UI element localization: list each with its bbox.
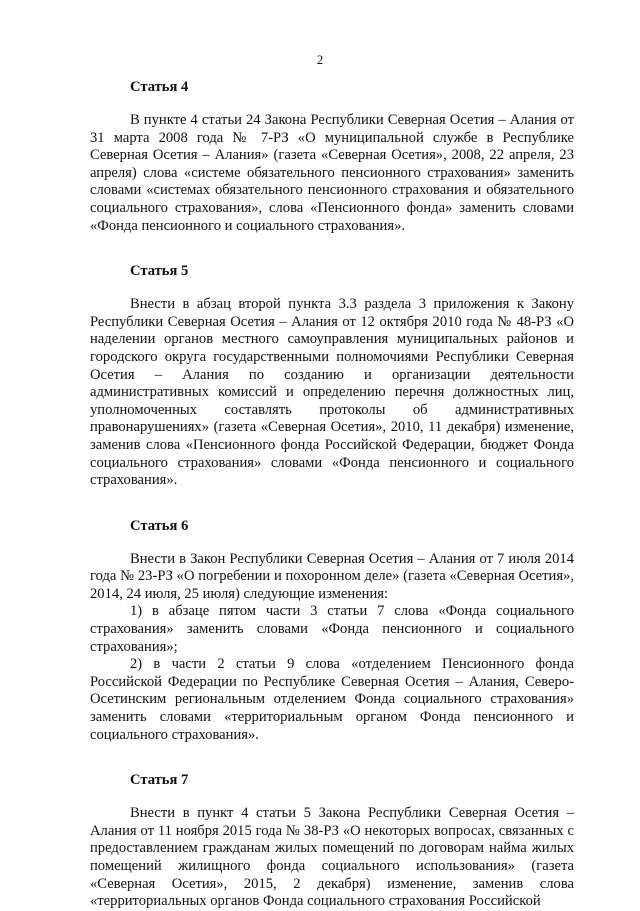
article-paragraph: В пункте 4 статьи 24 Закона Республики Северная Осетия – Алания от 31 марта 2008 года № 7-РЗ «О муниципальной службе в Республике Северная Осетия – Алания» (газета «Северная Осетия», 2008, 22 апреля, 23 апреля) слова «системе обязательного пенсионного страхования» заменить словами «системах обязательного пенсионного страхования и обязательного социального страхования», слова «Пенсионного фонда» заменить словами «Фонда пенсионного и социального страхования». <box>90 112 574 234</box>
article-5 <box>90 262 574 490</box>
article-heading: Статья 4 <box>130 79 189 95</box>
article-paragraph: Внести в Закон Республики Северная Осетия – Алания от 7 июля 2014 года № 23-РЗ «О погребении и похоронном деле» (газета «Северная Осетия», 2014, 24 июля, 25 июля) следующие изменения: <box>90 550 574 602</box>
article-paragraph: Внести в пункт 4 статьи 5 Закона Республики Северная Осетия – Алания от 11 ноября 2015 года № 38-РЗ «О некоторых вопросах, связанных с предоставлением гражданам жилых помещений по договорам найма жилых помещений жилищного фонда социального использования» (газета «Северная Осетия», 2015, 2 декабря) изменение, заменив слова «территориальных органов Фонда социального страхования Российской <box>90 805 574 910</box>
article-paragraph: Внести в абзац второй пункта 3.3 раздела 3 приложения к Закону Республики Северная Осетия – Алания от 12 октября 2010 года № 48-РЗ «О наделении органов местного самоуправления муниципальных районов и городского округа государственными полномочиями Республики Северная Осетия – Алания по созданию и организации деятельности административных комиссий и определению перечня должностных лиц, уполномоченных составлять протоколы об административных правонарушениях» (газета «Северная Осетия», 2010, 11 декабря) изменение, заменив слова «Пенсионного фонда Российской Федерации, бюджет Фонда социального страхования» словами «Фонда пенсионного и социального страхования». <box>90 296 574 489</box>
article-paragraph: 1) в абзаце пятом части 3 статьи 7 слова «Фонда социального страхования» заменить словами «Фонда пенсионного и социального страхования»; <box>90 603 574 655</box>
article-heading: Статья 6 <box>130 517 189 534</box>
document-body <box>90 78 574 911</box>
article-7 <box>90 771 574 911</box>
article-paragraph: 2) в части 2 статьи 9 слова «отделением Пенсионного фонда Российской Федерации по Республике Северная Осетия – Алания, Северо-Осетинским региональным отделением Фонда социального страхования» заменить словами «территориальным органом Фонда пенсионного и социального страхования». <box>90 656 574 743</box>
article-4 <box>90 78 574 235</box>
article-6 <box>90 517 574 745</box>
article-heading: Статья 7 <box>130 772 189 789</box>
article-heading: Статья 5 <box>130 263 189 280</box>
page-number: 2 <box>316 52 324 67</box>
